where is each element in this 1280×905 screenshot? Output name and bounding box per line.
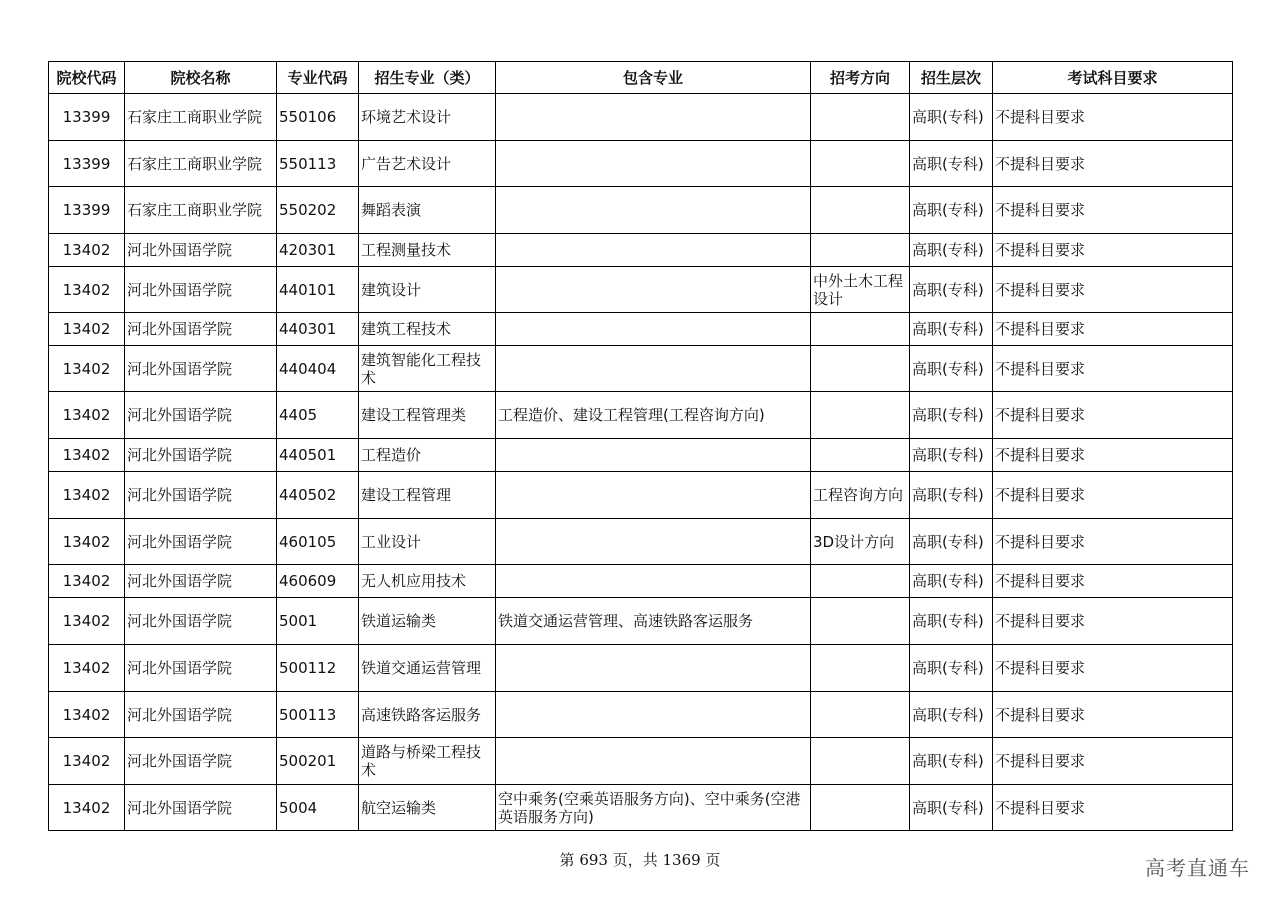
cell-included-majors — [496, 313, 811, 346]
cell-level: 高职(专科) — [910, 346, 993, 392]
cell-direction — [811, 785, 910, 831]
table-row — [49, 692, 1233, 738]
table-row — [49, 738, 1233, 785]
cell-major-code: 550106 — [277, 94, 359, 141]
cell-subject-requirement: 不提科目要求 — [993, 738, 1233, 785]
cell-major-code: 440301 — [277, 313, 359, 346]
cell-level: 高职(专科) — [910, 187, 993, 234]
table-row — [49, 785, 1233, 831]
cell-major-code: 500112 — [277, 645, 359, 692]
cell-school-name: 河北外国语学院 — [125, 346, 277, 392]
cell-level: 高职(专科) — [910, 94, 993, 141]
table-row — [49, 645, 1233, 692]
cell-included-majors — [496, 141, 811, 187]
cell-school-name: 河北外国语学院 — [125, 565, 277, 598]
table-row — [49, 141, 1233, 187]
cell-school-code: 13402 — [49, 598, 125, 645]
cell-major-code: 420301 — [277, 234, 359, 267]
cell-major-code: 440502 — [277, 472, 359, 519]
cell-direction — [811, 692, 910, 738]
cell-included-majors — [496, 187, 811, 234]
cell-direction — [811, 439, 910, 472]
table-header-row — [49, 62, 1233, 94]
cell-direction — [811, 392, 910, 439]
cell-major: 道路与桥梁工程技术 — [359, 738, 496, 785]
cell-included-majors — [496, 94, 811, 141]
cell-school-code: 13402 — [49, 472, 125, 519]
cell-direction — [811, 598, 910, 645]
cell-major-code: 550202 — [277, 187, 359, 234]
cell-level: 高职(专科) — [910, 645, 993, 692]
cell-level: 高职(专科) — [910, 472, 993, 519]
cell-included-majors — [496, 645, 811, 692]
table-row — [49, 267, 1233, 313]
cell-direction — [811, 94, 910, 141]
cell-included-majors — [496, 472, 811, 519]
table-row — [49, 234, 1233, 267]
cell-school-name: 河北外国语学院 — [125, 519, 277, 565]
cell-major: 高速铁路客运服务 — [359, 692, 496, 738]
cell-subject-requirement: 不提科目要求 — [993, 785, 1233, 831]
cell-subject-requirement: 不提科目要求 — [993, 234, 1233, 267]
cell-level: 高职(专科) — [910, 234, 993, 267]
cell-direction — [811, 234, 910, 267]
cell-major-code: 4405 — [277, 392, 359, 439]
cell-subject-requirement: 不提科目要求 — [993, 141, 1233, 187]
cell-school-code: 13402 — [49, 785, 125, 831]
cell-direction — [811, 187, 910, 234]
cell-major: 工程测量技术 — [359, 234, 496, 267]
cell-included-majors: 空中乘务(空乘英语服务方向)、空中乘务(空港英语服务方向) — [496, 785, 811, 831]
cell-school-name: 河北外国语学院 — [125, 785, 277, 831]
cell-subject-requirement: 不提科目要求 — [993, 187, 1233, 234]
cell-school-name: 石家庄工商职业学院 — [125, 141, 277, 187]
cell-level: 高职(专科) — [910, 565, 993, 598]
header-subject-requirement: 考试科目要求 — [993, 62, 1233, 94]
table-row — [49, 565, 1233, 598]
cell-subject-requirement: 不提科目要求 — [993, 565, 1233, 598]
cell-included-majors: 工程造价、建设工程管理(工程咨询方向) — [496, 392, 811, 439]
watermark: 高考直通车 — [1145, 856, 1250, 880]
cell-major-code: 5001 — [277, 598, 359, 645]
cell-school-code: 13402 — [49, 519, 125, 565]
cell-major: 航空运输类 — [359, 785, 496, 831]
cell-major: 铁道运输类 — [359, 598, 496, 645]
header-included-majors: 包含专业 — [496, 62, 811, 94]
header-school-name: 院校名称 — [125, 62, 277, 94]
cell-level: 高职(专科) — [910, 519, 993, 565]
cell-school-name: 河北外国语学院 — [125, 692, 277, 738]
cell-school-name: 石家庄工商职业学院 — [125, 187, 277, 234]
cell-school-name: 河北外国语学院 — [125, 439, 277, 472]
cell-included-majors — [496, 692, 811, 738]
cell-school-name: 河北外国语学院 — [125, 472, 277, 519]
cell-school-code: 13402 — [49, 439, 125, 472]
cell-level: 高职(专科) — [910, 141, 993, 187]
table-row — [49, 346, 1233, 392]
table-row — [49, 94, 1233, 141]
cell-direction — [811, 738, 910, 785]
cell-included-majors — [496, 346, 811, 392]
admissions-table — [48, 61, 1233, 831]
cell-major: 无人机应用技术 — [359, 565, 496, 598]
cell-level: 高职(专科) — [910, 313, 993, 346]
cell-subject-requirement: 不提科目要求 — [993, 439, 1233, 472]
cell-included-majors — [496, 738, 811, 785]
header-direction: 招考方向 — [811, 62, 910, 94]
cell-major-code: 5004 — [277, 785, 359, 831]
cell-major-code: 550113 — [277, 141, 359, 187]
table-row — [49, 313, 1233, 346]
cell-major: 工程造价 — [359, 439, 496, 472]
cell-direction — [811, 141, 910, 187]
cell-subject-requirement: 不提科目要求 — [993, 267, 1233, 313]
table-row — [49, 519, 1233, 565]
cell-major-code: 440501 — [277, 439, 359, 472]
cell-direction: 工程咨询方向 — [811, 472, 910, 519]
cell-school-code: 13402 — [49, 346, 125, 392]
cell-major: 工业设计 — [359, 519, 496, 565]
cell-school-code: 13399 — [49, 94, 125, 141]
cell-level: 高职(专科) — [910, 598, 993, 645]
cell-included-majors — [496, 565, 811, 598]
cell-level: 高职(专科) — [910, 785, 993, 831]
cell-subject-requirement: 不提科目要求 — [993, 313, 1233, 346]
cell-school-name: 河北外国语学院 — [125, 267, 277, 313]
page-number: 第 693 页，共 1369 页 — [559, 851, 721, 869]
cell-major: 建筑智能化工程技术 — [359, 346, 496, 392]
cell-major-code: 500113 — [277, 692, 359, 738]
cell-major-code: 460105 — [277, 519, 359, 565]
cell-school-code: 13399 — [49, 141, 125, 187]
cell-school-code: 13399 — [49, 187, 125, 234]
cell-included-majors — [496, 267, 811, 313]
table-row — [49, 392, 1233, 439]
cell-subject-requirement: 不提科目要求 — [993, 692, 1233, 738]
cell-major: 建筑工程技术 — [359, 313, 496, 346]
cell-school-code: 13402 — [49, 692, 125, 738]
cell-included-majors — [496, 519, 811, 565]
cell-level: 高职(专科) — [910, 267, 993, 313]
cell-school-name: 河北外国语学院 — [125, 313, 277, 346]
cell-level: 高职(专科) — [910, 738, 993, 785]
cell-school-code: 13402 — [49, 313, 125, 346]
cell-subject-requirement: 不提科目要求 — [993, 598, 1233, 645]
cell-direction: 中外土木工程设计 — [811, 267, 910, 313]
cell-school-name: 河北外国语学院 — [125, 234, 277, 267]
header-school-code: 院校代码 — [49, 62, 125, 94]
cell-school-name: 河北外国语学院 — [125, 392, 277, 439]
cell-school-code: 13402 — [49, 565, 125, 598]
cell-direction — [811, 346, 910, 392]
table-body — [49, 94, 1233, 831]
cell-subject-requirement: 不提科目要求 — [993, 645, 1233, 692]
cell-level: 高职(专科) — [910, 692, 993, 738]
cell-direction: 3D设计方向 — [811, 519, 910, 565]
cell-subject-requirement: 不提科目要求 — [993, 472, 1233, 519]
cell-major: 建筑设计 — [359, 267, 496, 313]
cell-school-name: 河北外国语学院 — [125, 598, 277, 645]
cell-school-code: 13402 — [49, 392, 125, 439]
cell-major-code: 500201 — [277, 738, 359, 785]
cell-included-majors — [496, 439, 811, 472]
cell-major: 舞蹈表演 — [359, 187, 496, 234]
cell-school-name: 河北外国语学院 — [125, 645, 277, 692]
cell-subject-requirement: 不提科目要求 — [993, 94, 1233, 141]
cell-major: 铁道交通运营管理 — [359, 645, 496, 692]
cell-school-name: 石家庄工商职业学院 — [125, 94, 277, 141]
cell-major-code: 440101 — [277, 267, 359, 313]
table-row — [49, 472, 1233, 519]
cell-subject-requirement: 不提科目要求 — [993, 519, 1233, 565]
table-row — [49, 598, 1233, 645]
cell-school-code: 13402 — [49, 234, 125, 267]
cell-level: 高职(专科) — [910, 392, 993, 439]
header-major: 招生专业（类） — [359, 62, 496, 94]
table-row — [49, 439, 1233, 472]
cell-level: 高职(专科) — [910, 439, 993, 472]
header-major-code: 专业代码 — [277, 62, 359, 94]
cell-major-code: 440404 — [277, 346, 359, 392]
cell-direction — [811, 565, 910, 598]
cell-subject-requirement: 不提科目要求 — [993, 392, 1233, 439]
cell-major: 广告艺术设计 — [359, 141, 496, 187]
cell-direction — [811, 313, 910, 346]
cell-direction — [811, 645, 910, 692]
header-level: 招生层次 — [910, 62, 993, 94]
cell-included-majors — [496, 234, 811, 267]
cell-school-name: 河北外国语学院 — [125, 738, 277, 785]
cell-major: 建设工程管理类 — [359, 392, 496, 439]
table-row — [49, 187, 1233, 234]
cell-major-code: 460609 — [277, 565, 359, 598]
cell-subject-requirement: 不提科目要求 — [993, 346, 1233, 392]
cell-school-code: 13402 — [49, 645, 125, 692]
cell-major: 建设工程管理 — [359, 472, 496, 519]
cell-school-code: 13402 — [49, 738, 125, 785]
cell-major: 环境艺术设计 — [359, 94, 496, 141]
cell-included-majors: 铁道交通运营管理、高速铁路客运服务 — [496, 598, 811, 645]
cell-school-code: 13402 — [49, 267, 125, 313]
